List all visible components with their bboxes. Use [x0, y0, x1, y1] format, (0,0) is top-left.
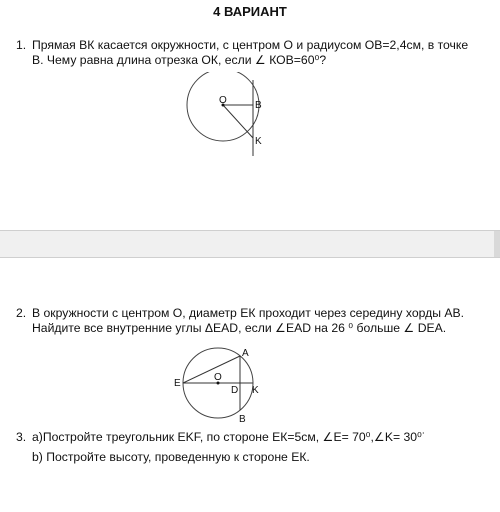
label-d: D [231, 385, 239, 396]
problem-2 [16, 306, 472, 336]
problem-3 [16, 430, 472, 445]
problem-3-part-a: а)Постройте треугольник ЕKF, по стороне ЕК=5см, ∠E= 70⁰,∠K= 30⁰˙ [32, 430, 426, 444]
page-title: 4 ВАРИАНТ [213, 4, 287, 19]
segment-ok [223, 105, 253, 138]
page-gap [0, 230, 500, 258]
label-b-2: B [239, 414, 246, 425]
problem-3-b [32, 450, 472, 465]
label-a: A [242, 348, 249, 359]
page-top [0, 0, 500, 230]
problem-2-text: В окружности с центром О, диаметр ЕК проходит через середину хорды АВ. Найдите все внутренние углы ΔEAD, если ∠EAD на 26 ⁰ больше ∠ DEA. [32, 306, 465, 335]
chord-circle-figure [168, 346, 278, 426]
problem-3-part-b: b) Постройте высоту, проведенную к стороне ЕК. [32, 450, 310, 464]
tangent-circle-figure [180, 72, 290, 162]
label-o: O [219, 95, 227, 106]
problem-1-text: Прямая ВК касается окружности, с центром О и радиусом ОВ=2,4см, в точке В. Чему равна длина отрезка ОК, если ∠ КОВ=60⁰? [32, 38, 469, 67]
problem-3-number: 3. [16, 430, 27, 444]
label-b: B [255, 100, 262, 111]
label-o-2: O [214, 372, 222, 383]
label-e: E [174, 378, 181, 389]
problem-1-number: 1. [16, 38, 27, 52]
gap-edge [494, 231, 500, 257]
label-k-2: K [252, 385, 259, 396]
page-bottom [0, 258, 500, 512]
problem-1 [16, 38, 472, 68]
label-k: K [255, 136, 262, 147]
problem-2-number: 2. [16, 306, 27, 320]
